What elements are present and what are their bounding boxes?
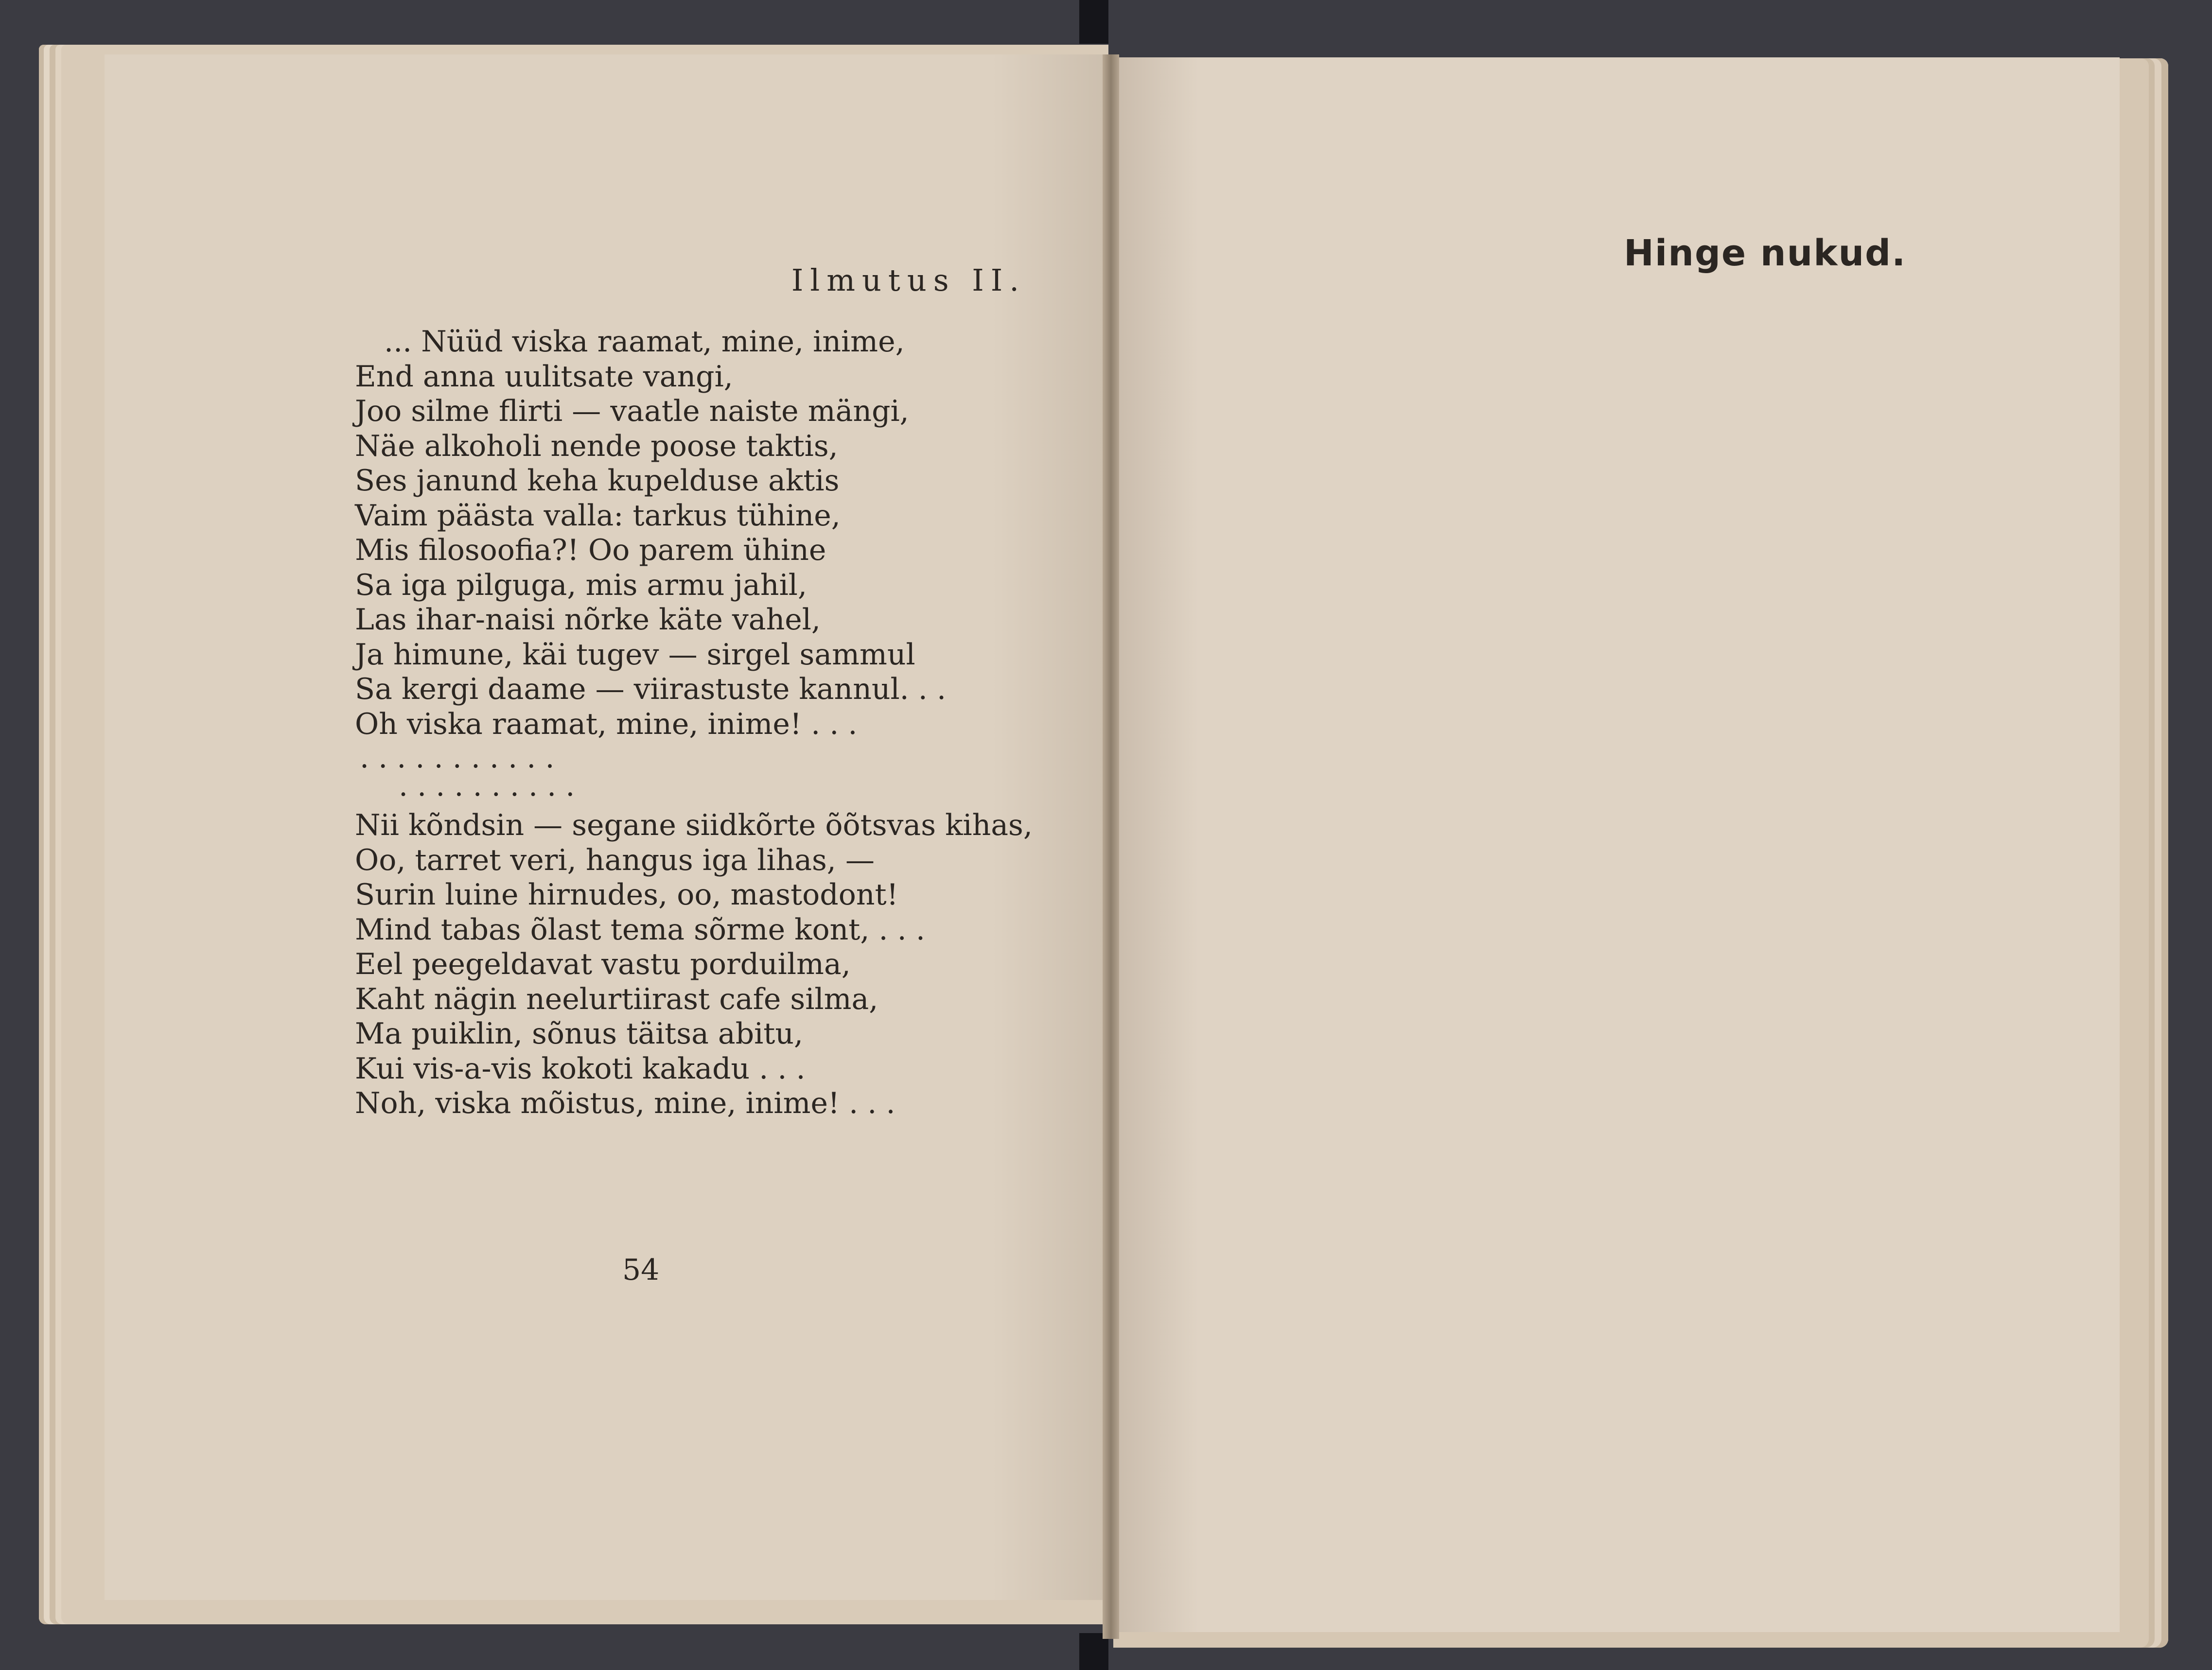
- poem-line: End anna uulitsate vangi,: [355, 359, 733, 394]
- ellipsis-separator: [360, 741, 575, 803]
- poem-line: ... Nüüd viska raamat, mine, inime,: [384, 325, 905, 359]
- book-gutter: [1103, 54, 1119, 1639]
- poem-line: Vaim päästa valla: tarkus tühine,: [355, 498, 841, 533]
- poem-line: Nii kõndsin — segane siidkõrte õõtsvas kihas,: [355, 808, 1033, 842]
- right-page: [1118, 57, 2120, 1632]
- poem-line: Mind tabas õlast tema sõrme kont, . . .: [355, 912, 925, 947]
- poem-line: Surin luine hirnudes, oo, mastodont!: [355, 878, 898, 912]
- poem-line: Kaht nägin neelurtiirast cafe silma,: [355, 982, 878, 1016]
- poem-line: Noh, viska mõistus, mine, inime! . . .: [355, 1086, 895, 1120]
- poem-line: Sa kergi daame — viirastuste kannul. . .: [355, 672, 947, 706]
- dot-row: . . . . . . . . . . .: [360, 741, 555, 775]
- poem-line: Joo silme flirti — vaatle naiste mängi,: [355, 394, 909, 428]
- poem-line: Ja himune, käi tugev — sirgel sammul: [355, 637, 915, 672]
- poem-line: Oh viska raamat, mine, inime! . . .: [355, 707, 858, 741]
- poem-line: Eel peegeldavat vastu porduilma,: [355, 947, 851, 981]
- page-number: 54: [622, 1253, 660, 1287]
- poem-line: Mis filosoofia?! Oo parem ühine: [355, 533, 826, 567]
- poem-line: Oo, tarret veri, hangus iga lihas, —: [355, 843, 875, 877]
- chapter-heading: Ilmutus II.: [791, 262, 1026, 298]
- poem-line: Kui vis-a-vis kokoti kakadu . . .: [355, 1051, 806, 1086]
- poem-line: Näe alkoholi nende poose taktis,: [355, 429, 838, 463]
- dot-row: . . . . . . . . . .: [399, 769, 575, 803]
- poem-line: Ma puiklin, sõnus täitsa abitu,: [355, 1017, 804, 1051]
- section-title: Hinge nukud.: [1624, 232, 1907, 274]
- top-binding-strip: [1079, 0, 1108, 44]
- poem-stanza-2: [355, 808, 1033, 1121]
- poem-line: Las ihar-naisi nõrke käte vahel,: [355, 603, 821, 637]
- poem-stanza-1: [355, 325, 946, 742]
- poem-line: Sa iga pilguga, mis armu jahil,: [355, 568, 808, 602]
- poem-line: Ses janund keha kupelduse aktis: [355, 464, 840, 498]
